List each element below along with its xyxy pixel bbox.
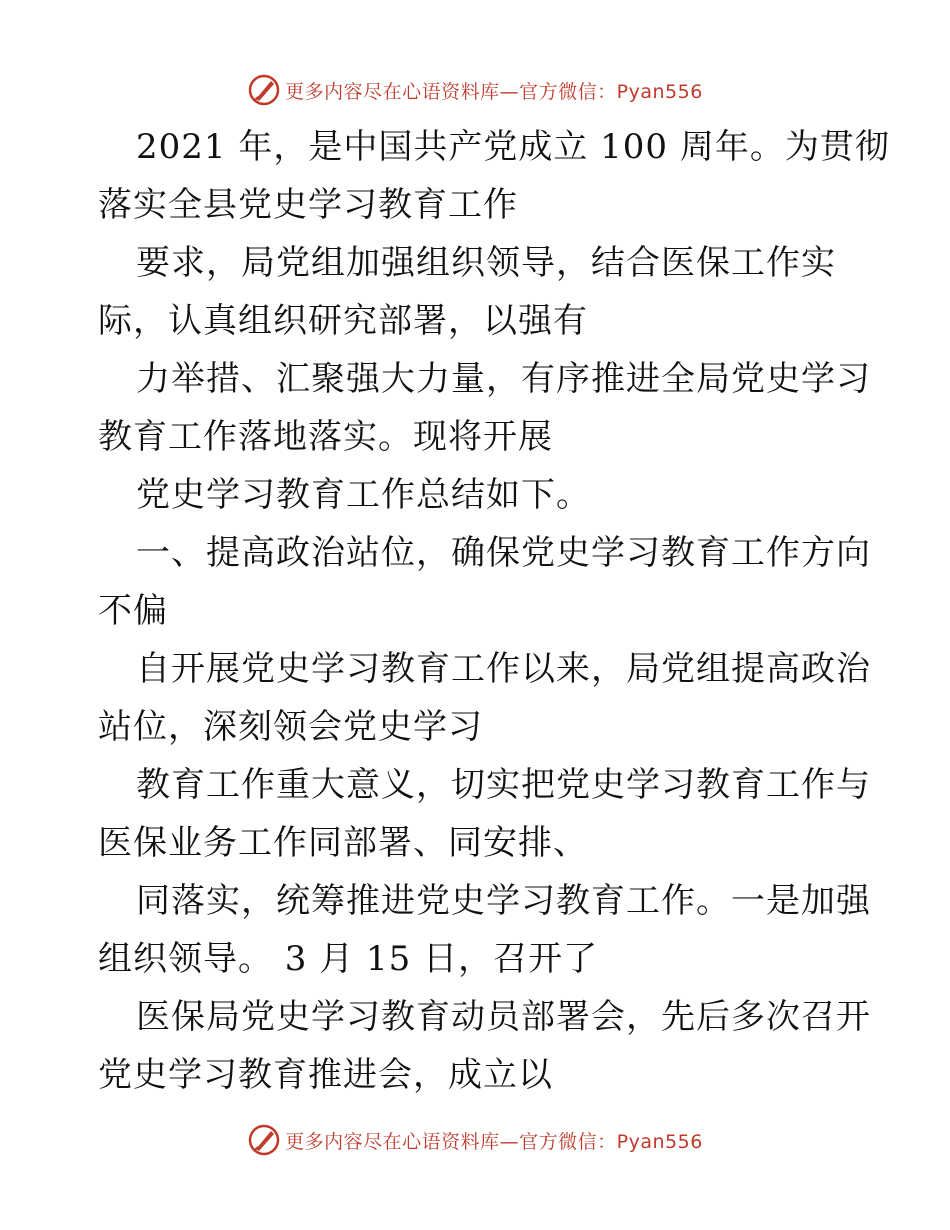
document-line: 一、提高政治站位，确保党史学习教育工作方向 xyxy=(136,533,871,573)
quill-pen-logo-icon xyxy=(247,1123,281,1157)
document-line: 力举措、汇聚强大力量，有序推进全局党史学习 xyxy=(136,359,871,399)
quill-pen-logo-icon xyxy=(247,73,281,107)
document-line: 要求，局党组加强组织领导，结合医保工作实 xyxy=(136,243,836,283)
document-line: 2021 年，是中国共产党成立 100 周年。为贯彻 xyxy=(136,127,890,167)
document-body xyxy=(98,118,890,1104)
document-line: 教育工作重大意义，切实把党史学习教育工作与 xyxy=(136,765,871,805)
document-line: 际，认真组织研究部署，以强有 xyxy=(98,301,588,341)
footer-watermark-text: 更多内容尽在心语资料库—官方微信：Pyan556 xyxy=(285,1130,703,1153)
document-line: 党史学习教育工作总结如下。 xyxy=(136,475,591,515)
document-line: 落实全县党史学习教育工作 xyxy=(98,185,518,225)
document-line: 党史学习教育推进会，成立以 xyxy=(98,1055,553,1095)
document-line: 组织领导。 3 月 15 日，召开了 xyxy=(98,939,599,979)
document-line: 自开展党史学习教育工作以来，局党组提高政治 xyxy=(136,649,871,689)
document-line: 医保局党史学习教育动员部署会，先后多次召开 xyxy=(136,997,871,1037)
document-line: 站位，深刻领会党史学习 xyxy=(98,707,483,747)
document-line: 不偏 xyxy=(98,591,168,631)
header-watermark-banner xyxy=(0,70,950,110)
document-line: 教育工作落地落实。现将开展 xyxy=(98,417,553,457)
document-line: 同落实，统筹推进党史学习教育工作。一是加强 xyxy=(136,881,871,921)
header-watermark-text: 更多内容尽在心语资料库—官方微信：Pyan556 xyxy=(285,80,703,103)
document-line: 医保业务工作同部署、同安排、 xyxy=(98,823,588,863)
footer-watermark-banner xyxy=(0,1120,950,1160)
